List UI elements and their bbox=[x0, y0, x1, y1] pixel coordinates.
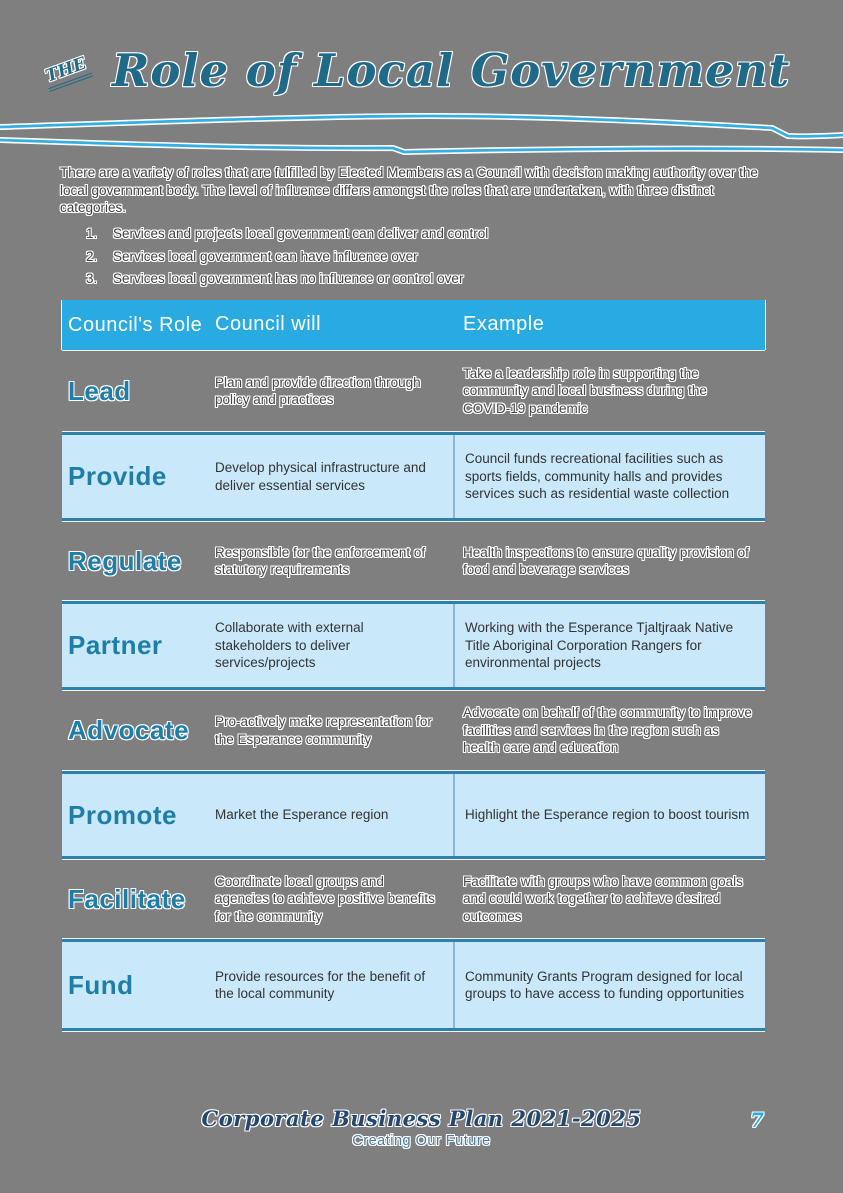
table-header-row bbox=[62, 300, 765, 350]
title-script: Role of Local Government bbox=[112, 44, 791, 97]
table-row bbox=[62, 432, 765, 521]
list-number: 1. bbox=[86, 226, 98, 241]
role-name: Facilitate bbox=[68, 883, 186, 914]
role-name: Partner bbox=[68, 630, 163, 660]
council-will-cell: Coordinate local groups and agencies to achieve positive benefits for the community bbox=[215, 873, 435, 924]
example-cell: Health inspections to ensure quality provision of food and beverage services bbox=[463, 544, 749, 577]
example-cell: Highlight the Esperance region to boost tourism bbox=[465, 807, 750, 823]
table-row bbox=[62, 521, 765, 601]
example-cell: Take a leadership role in supporting the community and local business during the COVID-19 pandemic bbox=[463, 365, 707, 416]
role-name: Regulate bbox=[68, 545, 182, 576]
council-will-cell: Plan and provide direction through policy and practices bbox=[215, 374, 421, 407]
list-text: Services local government can have influence over bbox=[113, 248, 418, 264]
category-list bbox=[86, 226, 746, 294]
table-row bbox=[62, 350, 765, 432]
table-row bbox=[62, 601, 765, 690]
roles-table bbox=[62, 300, 765, 1031]
footer-tagline: Creating Our Future bbox=[352, 1133, 491, 1149]
table-row bbox=[62, 939, 765, 1031]
council-will-cell: Collaborate with external stakeholders to deliver services/projects bbox=[215, 620, 364, 671]
council-will-cell: Pro-actively make representation for the Esperance community bbox=[215, 714, 432, 747]
wavy-divider-lines bbox=[0, 110, 843, 170]
list-number: 3. bbox=[86, 271, 98, 286]
table-row bbox=[62, 859, 765, 939]
role-name: Promote bbox=[68, 799, 177, 830]
list-item bbox=[86, 271, 746, 286]
table-row bbox=[62, 690, 765, 771]
council-will-cell: Market the Esperance region bbox=[215, 807, 389, 823]
example-cell: Working with the Esperance Tjaltjraak Native Title Aboriginal Corporation Rangers for environmental projects bbox=[465, 620, 734, 671]
column-header-example: Example bbox=[463, 313, 545, 336]
example-cell: Council funds recreational facilities such as sports fields, community halls and provides services such as residential waste collection bbox=[465, 451, 730, 502]
list-number: 2. bbox=[86, 248, 98, 264]
page-number: 7 bbox=[750, 1108, 764, 1132]
page-footer bbox=[0, 1106, 843, 1149]
title-prefix-the: THE bbox=[41, 53, 92, 92]
example-cell: Advocate on behalf of the community to improve facilities and services in the region such as health care and education bbox=[463, 705, 752, 756]
intro-paragraph: There are a variety of roles that are fulfilled by Elected Members as a Council with decision making authority over the local government body. The level of influence differs amongst the roles that are undertaken, with three distinct categories. bbox=[60, 165, 758, 215]
role-name: Advocate bbox=[68, 715, 190, 745]
council-will-cell: Responsible for the enforcement of statutory requirements bbox=[215, 544, 426, 577]
example-cell: Community Grants Program designed for local groups to have access to funding opportunities bbox=[465, 968, 745, 1001]
list-item bbox=[86, 226, 746, 241]
list-text: Services local government has no influence or control over bbox=[113, 271, 464, 286]
list-item bbox=[86, 249, 746, 264]
council-will-cell: Develop physical infrastructure and deliver essential services bbox=[215, 460, 426, 493]
role-name: Lead bbox=[68, 375, 131, 406]
column-header-councils-role: Council's Role bbox=[68, 313, 203, 336]
example-cell: Facilitate with groups who have common goals and could work together to achieve desired outcomes bbox=[463, 873, 743, 924]
council-will-cell: Provide resources for the benefit of the local community bbox=[215, 968, 426, 1001]
role-name: Fund bbox=[68, 969, 134, 1000]
table-row bbox=[62, 771, 765, 859]
list-text: Services and projects local government can deliver and control bbox=[113, 226, 489, 241]
role-name: Provide bbox=[68, 461, 167, 491]
column-header-council-will: Council will bbox=[215, 313, 322, 336]
footer-document-title: Corporate Business Plan 2021-2025 bbox=[201, 1106, 642, 1131]
